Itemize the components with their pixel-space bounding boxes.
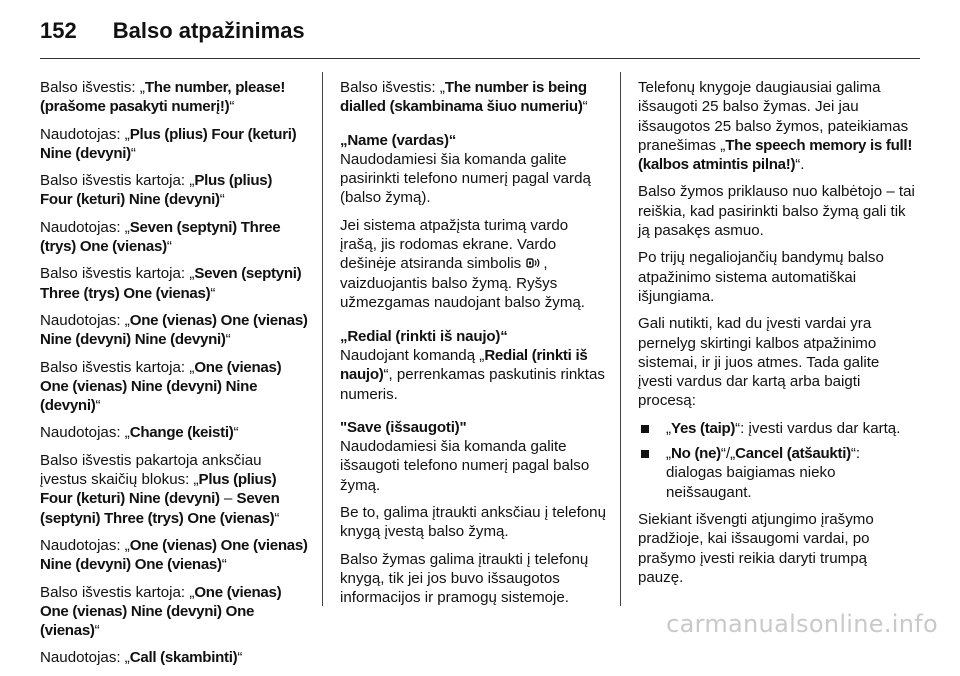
dialog-line: Balso išvestis: „The number, please! (prašome pasakyti numerį!)“ (40, 79, 286, 116)
page-number: 152 (40, 18, 77, 43)
dialog-line: Balso išvestis kartoja: „Seven (septyni) Three (trys) One (vienas)“ (40, 265, 302, 302)
section-heading-save: "Save (išsaugoti)" (340, 418, 467, 436)
dialog-line: Naudotojas: „Seven (septyni) Three (trys) One (vienas)“ (40, 218, 281, 256)
section-heading-name: „Name (vardas)“ (340, 131, 457, 149)
dialog-line: Balso išvestis pakartoja anksčiau įvestus skaičių blokus: „Plus (plius) Four (keturi) Nine (devyni) – Seven (septyni) Three (trys) One (vienas)“ (40, 451, 280, 527)
column-2 (340, 78, 608, 615)
paragraph: Siekiant išvengti atjungimo įrašymo pradžioje, kai išsaugomi vardai, po prašymo įvesti reikia daryti trumpą pauzę. (638, 510, 874, 586)
page-header (40, 18, 305, 50)
column-divider-2 (620, 72, 621, 606)
bullet-square-icon (641, 425, 649, 433)
paragraph: Jei sistema atpažįsta turimą vardo įrašą, jis rodomas ekrane. Vardo dešinėje atsiranda simbolis , vaizduojantis balso žymą. Ryšys užmezgamas naudojant balso žymą. (340, 216, 585, 312)
paragraph: Naudojant komandą „Redial (rinkti iš naujo)“, perrenkamas paskutinis rinktas numeris. (340, 346, 605, 403)
list-item: „No (ne)“/„Cancel (atšaukti)“: dialogas baigiamas nieko neišsaugant. (638, 444, 916, 502)
list-item: „Yes (taip)“: įvesti vardus dar kartą. (638, 419, 916, 438)
bullet-list (638, 419, 916, 502)
dialog-line: Naudotojas: „Change (keisti)“ (40, 424, 239, 442)
section-heading-redial: „Redial (rinkti iš naujo)“ (340, 327, 508, 345)
dialog-line: Balso išvestis kartoja: „One (vienas) One (vienas) Nine (devyni) Nine (devyni)“ (40, 358, 282, 415)
paragraph: Be to, galima įtraukti anksčiau į telefonų knygą įvestą balso žymą. (340, 504, 606, 541)
dialog-line: Balso išvestis kartoja: „Plus (plius) Four (keturi) Nine (devyni)“ (40, 172, 273, 209)
dialog-line: Naudotojas: „One (vienas) One (vienas) Nine (devyni) One (vienas)“ (40, 536, 308, 574)
paragraph: Telefonų knygoje daugiausiai galima išsaugoti 25 balso žymas. Jei jau išsaugotos 25 balso žymos, pateikiamas pranešimas „The speech memory is full! (kalbos atmintis pilna!)“. (638, 79, 913, 174)
paragraph: Balso žymas galima įtraukti į telefonų knygą, tik jei jos buvo išsaugotos informacijos ir pramogų sistemoje. (340, 550, 589, 607)
dialog-line: Balso išvestis kartoja: „One (vienas) One (vienas) Nine (devyni) One (vienas)“ (40, 583, 282, 640)
column-1 (40, 78, 308, 676)
dialog-line: Naudotojas: „One (vienas) One (vienas) Nine (devyni) Nine (devyni)“ (40, 311, 308, 349)
dialog-line: Naudotojas: „Plus (plius) Four (keturi) Nine (devyni)“ (40, 125, 297, 162)
column-3 (638, 78, 916, 595)
dialog-line: Naudotojas: „Call (skambinti)“ (40, 649, 243, 667)
paragraph: Naudodamiesi šia komanda galite pasirinkti telefono numerį pagal vardą (balso žymą). (340, 150, 591, 207)
paragraph: Gali nutikti, kad du įvesti vardai yra pernelyg skirtingi kalbos atpažinimo sistemai, ir ji juos atmes. Tada galite įvesti vardus dar kartą arba baigti procesą: (638, 315, 880, 410)
header-rule (40, 58, 920, 59)
paragraph: Naudodamiesi šia komanda galite išsaugoti telefono numerį pagal balso žymą. (340, 438, 590, 494)
watermark: carmanualsonline.info (666, 610, 938, 638)
column-divider-1 (322, 72, 323, 606)
voice-tag-icon (526, 255, 542, 274)
paragraph: Po trijų negaliojančių bandymų balso atpažinimo sistema automatiškai išjungiama. (638, 249, 884, 305)
dialog-line: Balso išvestis: „The number is being dialled (skambinama šiuo numeriu)“ (340, 79, 588, 116)
bullet-square-icon (641, 450, 649, 458)
paragraph: Balso žymos priklauso nuo kalbėtojo – tai reiškia, kad pasirinkti balso žymą gali tik ją pasakęs asmuo. (638, 183, 915, 240)
chapter-title: Balso atpažinimas (112, 18, 305, 43)
